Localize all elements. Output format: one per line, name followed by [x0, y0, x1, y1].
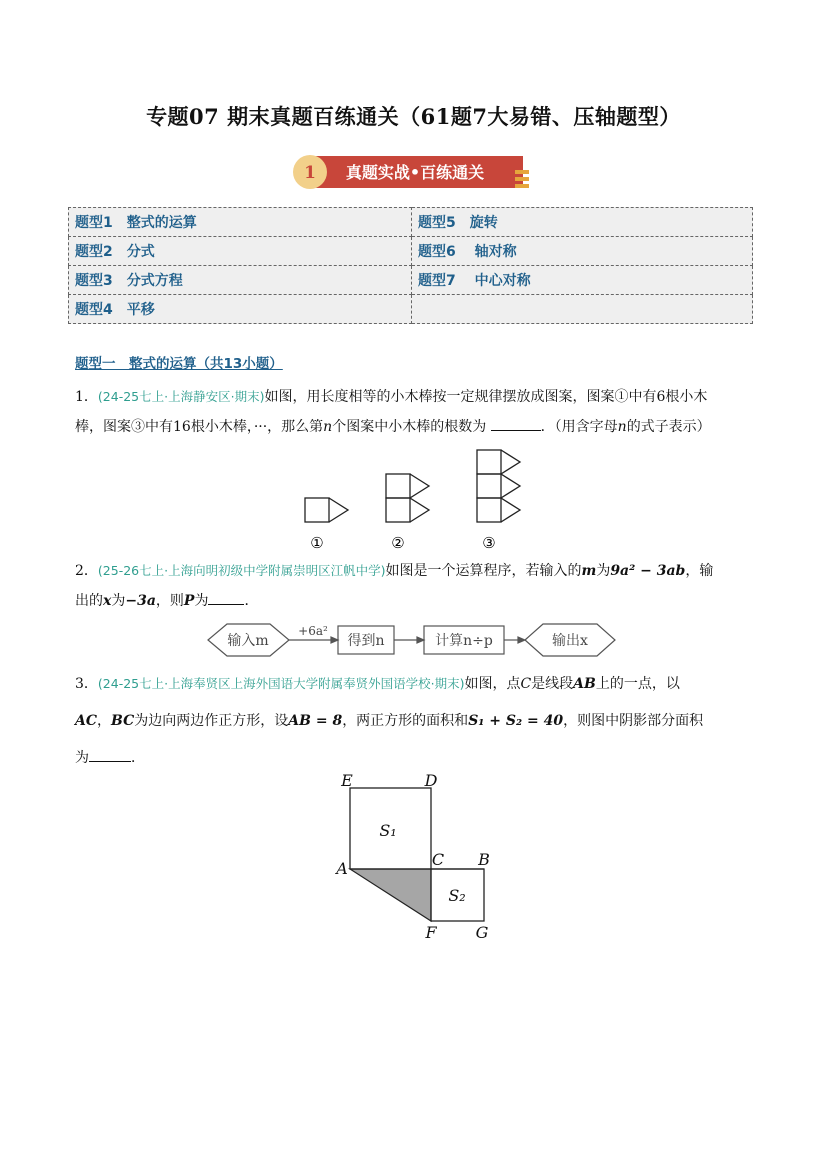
- topic-4[interactable]: 题型4 平移: [69, 295, 412, 324]
- topic-3[interactable]: 题型3 分式方程: [69, 266, 412, 295]
- topic-empty: [412, 295, 753, 324]
- flow-input: 输入m: [227, 633, 269, 649]
- svg-text:D: D: [424, 771, 438, 790]
- svg-text:E: E: [341, 771, 353, 790]
- figure-label: ③: [482, 534, 496, 552]
- svg-text:A: A: [336, 859, 348, 878]
- banner-number: 1: [304, 163, 316, 183]
- q1-figure: [295, 444, 540, 554]
- shaded-triangle: [350, 869, 431, 921]
- topic-6[interactable]: 题型6 轴对称: [412, 237, 753, 266]
- q2-number: 2．: [75, 563, 98, 579]
- svg-text:B: B: [478, 850, 490, 869]
- svg-text:G: G: [475, 923, 489, 942]
- flow-calc: 计算n÷p: [435, 633, 493, 649]
- q2-source[interactable]: (25-26七上·上海向明初级中学附属崇明区江帆中学): [97, 563, 386, 578]
- q3-figure: [330, 768, 500, 943]
- question-1: 1．(24-25七上·上海静安区·期末)如图，用长度相等的小木棒按一定规律摆放成图案，图案①中有6根小木 棒，图案③中有16根小木棒，···，那么第n个图案中小木棒的根数为 ．（用含字母n的式子表示）: [75, 389, 711, 435]
- q1-number: 1．: [75, 389, 98, 405]
- banner-stripe: [515, 170, 529, 174]
- svg-text:S₁: S₁: [379, 821, 397, 840]
- svg-text:S₂: S₂: [448, 886, 466, 905]
- svg-text:F: F: [425, 923, 437, 942]
- banner-stripe: [515, 177, 529, 181]
- q3-source[interactable]: (24-25七上·上海奉贤区上海外国语大学附属奉贤外国语学校·期末): [97, 676, 465, 691]
- question-2: 2．(25-26七上·上海向明初级中学附属崇明区江帆中学)如图是一个运算程序，若输入的m为9a² − 3ab，输 出的x为−3a，则P为 ．: [75, 563, 714, 609]
- section-banner: [291, 153, 536, 191]
- flow-op: +6a²: [298, 624, 328, 638]
- svg-text:C: C: [431, 850, 445, 869]
- banner-text: 真题实战•百练通关: [345, 163, 485, 182]
- flow-get: 得到n: [347, 633, 385, 649]
- topic-1[interactable]: 题型1 整式的运算: [69, 208, 412, 237]
- figure-label: ①: [310, 534, 324, 552]
- banner-stripe: [515, 184, 529, 188]
- topic-7[interactable]: 题型7 中心对称: [412, 266, 753, 295]
- answer-blank[interactable]: [491, 414, 541, 431]
- topic-table: [68, 207, 753, 324]
- topic-5[interactable]: 题型5 旋转: [412, 208, 753, 237]
- figure-label: ②: [391, 534, 405, 552]
- q3-number: 3．: [75, 676, 98, 692]
- section-heading[interactable]: 题型一 整式的运算（共13小题）: [75, 356, 283, 372]
- question-3: 3．(24-25七上·上海奉贤区上海外国语大学附属奉贤外国语学校·期末)如图，点C是线段AB上的一点，以 AC，BC为边向两边作正方形，设AB = 8，两正方形的面积和S₁ + S₂ = 40，则图中阴影部分面积 为 ．: [75, 676, 704, 766]
- page-title: 专题07 期末真题百练通关（61题7大易错、压轴题型）: [146, 104, 681, 129]
- flow-output: 输出x: [552, 633, 588, 649]
- answer-blank[interactable]: [208, 588, 244, 605]
- q2-flowchart: [205, 620, 625, 660]
- topic-2[interactable]: 题型2 分式: [69, 237, 412, 266]
- answer-blank[interactable]: [89, 745, 131, 762]
- q1-source[interactable]: (24-25七上·上海静安区·期末): [97, 389, 265, 404]
